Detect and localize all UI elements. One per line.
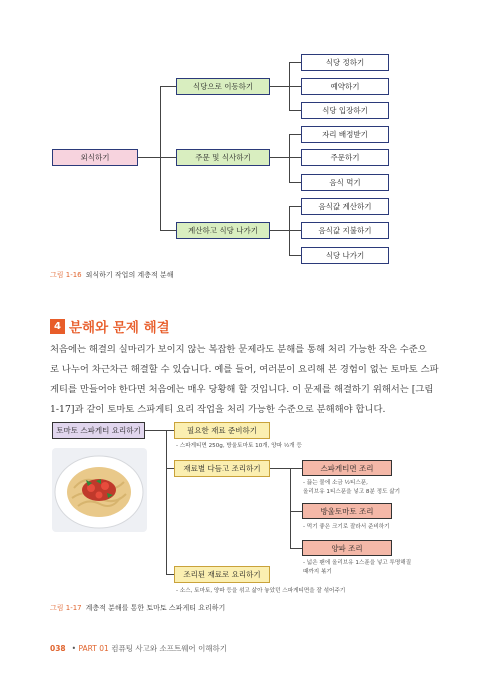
node-label: 자리 배정받기	[322, 130, 368, 139]
note-line: - 끓는 물에 소금 ½티스푼,	[303, 480, 368, 486]
node-order-and-eat	[176, 149, 270, 166]
spaghetti-photo	[52, 448, 147, 532]
body-paragraph	[50, 340, 450, 420]
footer-bullet: •	[71, 644, 79, 653]
node-label: 예약하기	[330, 82, 360, 91]
node-pay-and-leave	[176, 222, 270, 239]
part-title: 컴퓨팅 사고와 소프트웨어 이해하기	[111, 644, 228, 653]
node-prepare-ingredients	[174, 422, 270, 439]
node-label: 외식하기	[80, 153, 110, 162]
node-reserve	[301, 78, 389, 95]
node-leave-restaurant	[301, 247, 389, 264]
note-cook-tomato: - 먹기 좋은 크기로 잘라서 준비하기	[303, 524, 390, 530]
note-cook-noodles	[303, 479, 400, 497]
node-spaghetti-root	[52, 422, 145, 439]
section-number-badge: 4	[50, 319, 65, 334]
note-line: - 넓은 팬에 올리브유 1스푼을 넣고 투명해질	[303, 560, 412, 566]
node-label: 음식값 계산하기	[318, 202, 372, 211]
node-label: 스파게티면 조리	[320, 463, 374, 473]
section-title: 분해와 문제 해결	[69, 320, 170, 336]
node-outing-root	[52, 149, 138, 166]
page-number: 038	[50, 644, 66, 653]
figure-caption-1-17	[50, 603, 225, 613]
node-trim-and-cook	[174, 460, 270, 477]
node-enter-restaurant	[301, 102, 389, 119]
figure-caption-1-16	[50, 270, 173, 280]
note-line: 올리브유 1티스푼을 넣고 8분 정도 삶기	[303, 489, 401, 495]
node-label: 양파 조리	[331, 543, 363, 553]
node-label: 토마토 스파게티 요리하기	[56, 426, 141, 435]
node-label: 음식 먹기	[329, 178, 361, 187]
note-line: 때까지 볶기	[303, 569, 332, 575]
figure-caption-text: 외식하기 작업의 계층적 분해	[85, 271, 174, 279]
figure-number: 그림 1-17	[50, 604, 82, 612]
part-label: PART 01	[78, 644, 109, 653]
paragraph-line: 1-17]과 같이 토마토 스파게티 요리 작업을 처리 가능한 수준으로 분해해야 합니다.	[50, 404, 386, 415]
figure-caption-text: 계층적 분해를 통한 토마토 스파게티 요리하기	[85, 604, 226, 612]
note-cook-onion	[303, 559, 411, 577]
node-label: 식당 정하기	[325, 58, 365, 67]
note-prepare-ingredients: - 스파게티면 250g, 방울토마토 10개, 양파 ½개 등	[176, 443, 302, 449]
node-label: 음식값 지불하기	[318, 226, 372, 235]
node-cook-noodles	[302, 460, 392, 476]
paragraph-line: 처음에는 해결의 실마리가 보이지 않는 복잡한 문제라도 분해를 통해 처리 가능한 작은 수준으	[50, 344, 427, 355]
node-choose-restaurant	[301, 54, 389, 71]
node-label: 주문 및 식사하기	[195, 153, 251, 162]
node-cook-with-ingredients	[174, 566, 270, 583]
note-cook-with-ingredients: - 소스, 토마토, 양파 등을 섞고 삶아 놓았던 스파게티면을 잘 섞어주기	[176, 588, 346, 594]
page-footer	[50, 643, 227, 654]
node-pay-bill	[301, 222, 389, 239]
node-label: 식당 입장하기	[322, 106, 368, 115]
node-calculate-bill	[301, 198, 389, 215]
node-label: 방울토마토 조리	[320, 506, 374, 516]
node-label: 조리된 재료로 요리하기	[183, 570, 261, 579]
section-heading	[50, 316, 170, 336]
paragraph-line: 게티를 만들어야 한다면 처음에는 매우 당황해 할 것입니다. 이 문제를 해결하기 위해서는 [그림	[50, 384, 434, 395]
node-eat-food	[301, 174, 389, 191]
node-label: 식당 나가기	[325, 251, 365, 260]
node-label: 주문하기	[330, 153, 360, 162]
node-order	[301, 149, 389, 166]
paragraph-line: 로 나누어 차근차근 해결할 수 있습니다. 예를 들어, 여러분이 요리해 본 경험이 없는 토마토 스파	[50, 364, 439, 375]
node-label: 계산하고 식당 나가기	[188, 226, 258, 235]
node-move-to-restaurant	[176, 78, 270, 95]
node-cook-tomato	[302, 503, 392, 519]
node-label: 식당으로 이동하기	[192, 82, 254, 91]
figure-number: 그림 1-16	[50, 271, 82, 279]
node-label: 재료별 다듬고 조리하기	[183, 464, 261, 473]
node-cook-onion	[302, 540, 392, 556]
node-get-seat	[301, 126, 389, 143]
node-label: 필요한 재료 준비하기	[187, 426, 257, 435]
